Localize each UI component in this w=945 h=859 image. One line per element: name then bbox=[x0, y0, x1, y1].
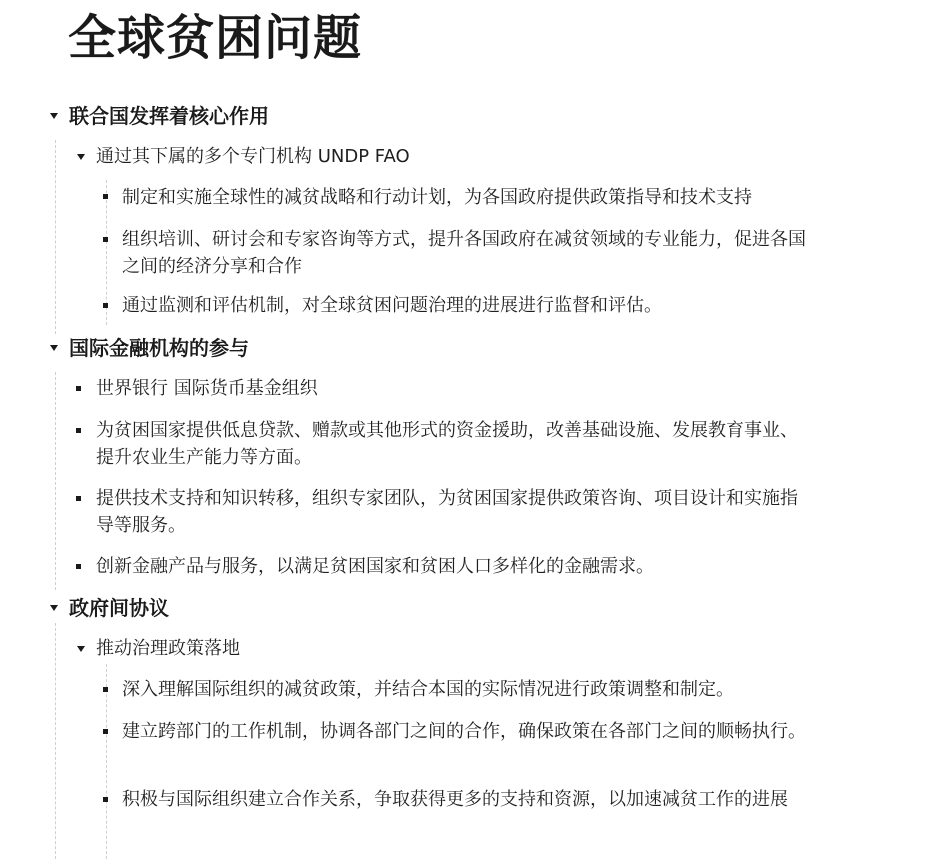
bullet-icon bbox=[76, 428, 81, 433]
list-item-text[interactable]: 建立跨部门的工作机制，协调各部门之间的合作，确保政策在各部门之间的顺畅执行。 bbox=[122, 721, 806, 742]
bullet-icon bbox=[103, 303, 108, 308]
page-title: 全球贫困问题 bbox=[68, 10, 363, 66]
bullet-icon bbox=[103, 729, 108, 734]
collapse-toggle-icon[interactable] bbox=[50, 345, 58, 351]
indent-guide bbox=[55, 372, 56, 590]
outline-item-text[interactable]: 推动治理政策落地 bbox=[96, 638, 240, 659]
list-item-text[interactable]: 为贫困国家提供低息贷款、赠款或其他形式的资金援助，改善基础设施、发展教育事业、提升农业生产能力等方面。 bbox=[96, 420, 798, 468]
list-item-text[interactable]: 提供技术支持和知识转移，组织专家团队，为贫困国家提供政策咨询、项目设计和实施指导等服务。 bbox=[96, 488, 798, 536]
list-item-text[interactable]: 积极与国际组织建立合作关系，争取获得更多的支持和资源，以加速减贫工作的进展 bbox=[122, 789, 788, 810]
list-item-text[interactable]: 制定和实施全球性的减贫战略和行动计划，为各国政府提供政策指导和技术支持 bbox=[122, 187, 752, 208]
list-item-text[interactable]: 世界银行 国际货币基金组织 bbox=[96, 378, 318, 399]
collapse-toggle-icon[interactable] bbox=[50, 605, 58, 611]
list-item-text[interactable]: 组织培训、研讨会和专家咨询等方式，提升各国政府在减贫领域的专业能力，促进各国之间的经济分享和合作 bbox=[122, 229, 806, 277]
indent-guide bbox=[106, 664, 107, 859]
list-item-text[interactable]: 创新金融产品与服务，以满足贫困国家和贫困人口多样化的金融需求。 bbox=[96, 556, 654, 577]
indent-guide bbox=[55, 140, 56, 334]
bullet-icon bbox=[76, 496, 81, 501]
bullet-icon bbox=[76, 386, 81, 391]
indent-guide bbox=[55, 623, 56, 859]
collapse-toggle-icon[interactable] bbox=[77, 646, 85, 652]
bullet-icon bbox=[103, 237, 108, 242]
bullet-icon bbox=[103, 687, 108, 692]
section-heading[interactable]: 联合国发挥着核心作用 bbox=[69, 104, 269, 128]
bullet-icon bbox=[103, 797, 108, 802]
section-heading[interactable]: 政府间协议 bbox=[69, 596, 169, 620]
list-item-text[interactable]: 深入理解国际组织的减贫政策，并结合本国的实际情况进行政策调整和制定。 bbox=[122, 679, 734, 700]
collapse-toggle-icon[interactable] bbox=[77, 154, 85, 160]
collapse-toggle-icon[interactable] bbox=[50, 113, 58, 119]
bullet-icon bbox=[76, 564, 81, 569]
list-item-text[interactable]: 通过监测和评估机制，对全球贫困问题治理的进展进行监督和评估。 bbox=[122, 295, 662, 316]
bullet-icon bbox=[103, 194, 108, 199]
outline-item-text[interactable]: 通过其下属的多个专门机构 UNDP FAO bbox=[96, 146, 410, 167]
section-heading[interactable]: 国际金融机构的参与 bbox=[69, 336, 249, 360]
